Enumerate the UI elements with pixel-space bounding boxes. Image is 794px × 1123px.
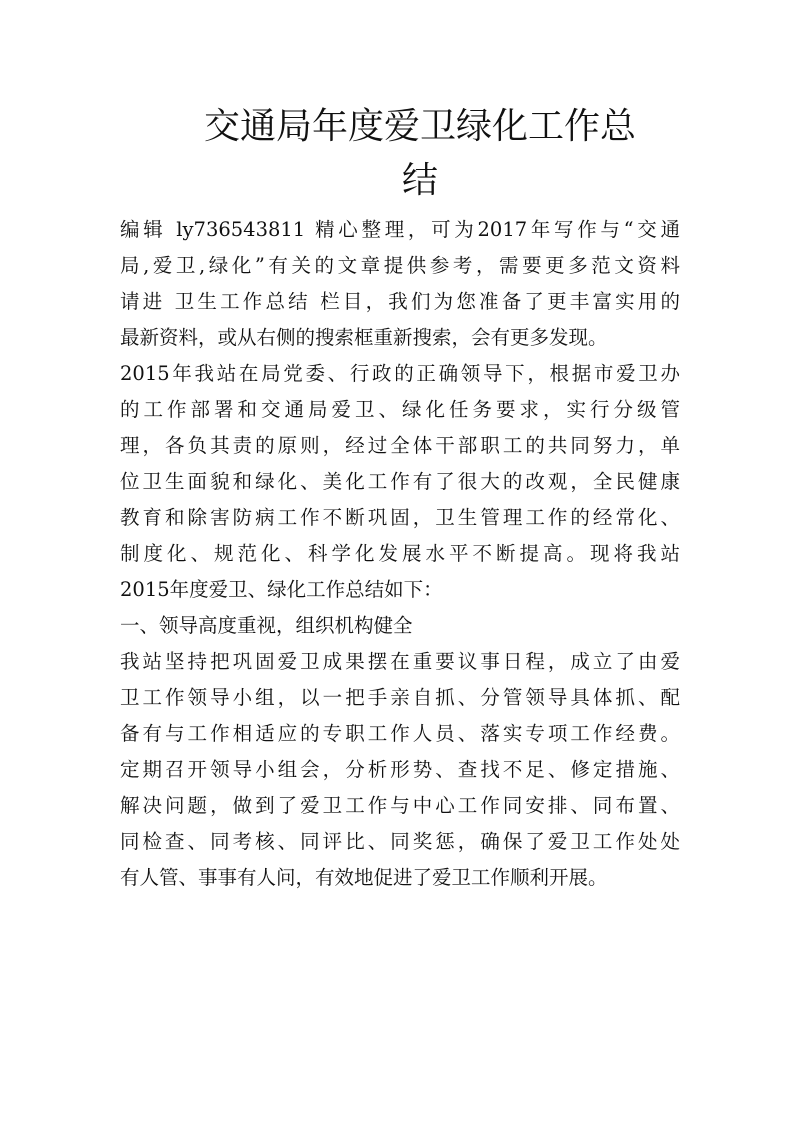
document-title bbox=[120, 100, 720, 208]
paragraph-line: 解决问题，做到了爱卫工作与中心工作同安排、同布置、 bbox=[120, 794, 680, 817]
intro-line: 请进 卫生工作总结 栏目，我们为您准备了更丰富实用的 bbox=[120, 290, 680, 313]
intro-paragraph bbox=[120, 212, 680, 356]
paragraph-line: 备有与工作相适应的专职工作人员、落实专项工作经费。 bbox=[120, 722, 680, 745]
paragraph-line: 理，各负其责的原则，经过全体干部职工的共同努力，单 bbox=[120, 434, 680, 457]
paragraph-line: 的工作部署和交通局爱卫、绿化任务要求，实行分级管 bbox=[120, 398, 680, 421]
title-line-2: 结 bbox=[401, 160, 438, 201]
intro-line: 最新资料，或从右侧的搜索框重新搜索，会有更多发现。 bbox=[120, 326, 608, 349]
paragraph-line: 定期召开领导小组会，分析形势、查找不足、修定措施、 bbox=[120, 758, 680, 781]
paragraph-line: 有人管、事事有人问，有效地促进了爱卫工作顺利开展。 bbox=[120, 866, 608, 889]
title-line-1: 交通局年度爱卫绿化工作总 bbox=[203, 106, 636, 147]
paragraph-1 bbox=[120, 356, 680, 608]
document-body bbox=[120, 212, 680, 896]
paragraph-line: 教育和除害防病工作不断巩固，卫生管理工作的经常化、 bbox=[120, 506, 680, 529]
paragraph-line: 卫工作领导小组，以一把手亲自抓、分管领导具体抓、配 bbox=[120, 686, 680, 709]
paragraph-line: 2015年度爱卫、绿化工作总结如下： bbox=[120, 578, 443, 601]
intro-line: 编辑 ly736543811 精心整理，可为2017年写作与“交通 bbox=[120, 218, 680, 241]
section-heading: 一、领导高度重视，组织机构健全 bbox=[120, 614, 413, 637]
paragraph-line: 2015年我站在局党委、行政的正确领导下，根据市爱卫办 bbox=[120, 362, 680, 385]
paragraph-line: 制度化、规范化、科学化发展水平不断提高。现将我站 bbox=[120, 542, 680, 565]
paragraph-2 bbox=[120, 644, 680, 896]
paragraph-line: 我站坚持把巩固爱卫成果摆在重要议事日程，成立了由爱 bbox=[120, 650, 680, 673]
paragraph-line: 位卫生面貌和绿化、美化工作有了很大的改观，全民健康 bbox=[120, 470, 680, 493]
intro-line: 局,爱卫,绿化”有关的文章提供参考，需要更多范文资料 bbox=[120, 254, 680, 277]
paragraph-line: 同检查、同考核、同评比、同奖惩，确保了爱卫工作处处 bbox=[120, 830, 680, 853]
